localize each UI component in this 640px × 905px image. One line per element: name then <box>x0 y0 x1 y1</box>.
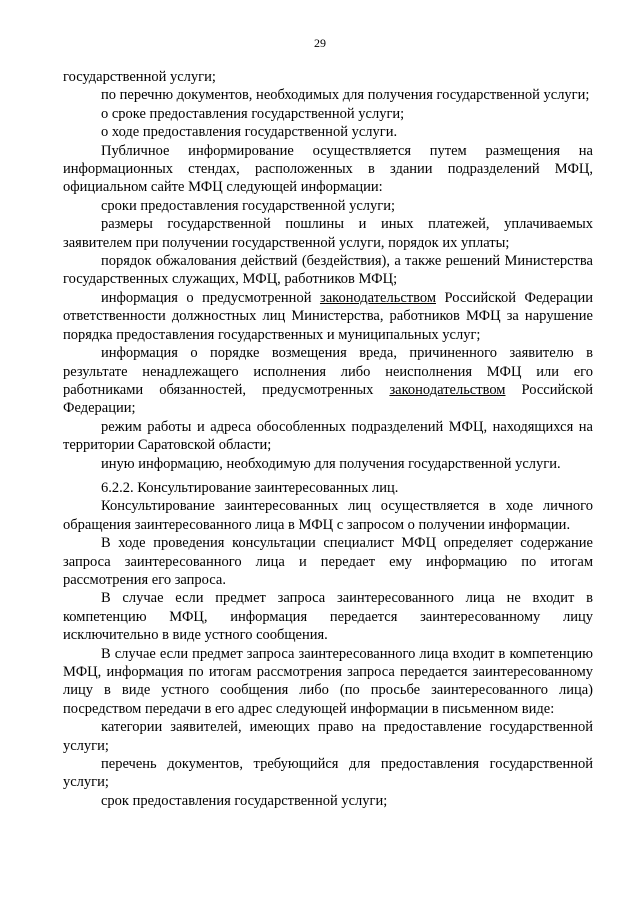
paragraph: В случае если предмет запроса заинтересованного лица не входит в компетенцию МФЦ, информация передается заинтересованному лицу исключительно в виде устного сообщения. <box>63 590 593 644</box>
paragraph: срок предоставления государственной услуги; <box>101 792 388 809</box>
paragraph <box>63 344 593 418</box>
legislation-link[interactable]: законодательством <box>389 381 506 398</box>
paragraph-text: Российской Федерации ответственности должностных лиц Министерства, работников МФЦ за нарушение порядка предоставления государственных и муниципальных услуг; <box>63 289 593 343</box>
paragraph: о сроке предоставления государственной услуги; <box>101 105 405 122</box>
paragraph: по перечню документов, необходимых для получения государственной услуги; <box>101 87 590 104</box>
paragraph-text: Российской Федерации; <box>63 381 593 417</box>
paragraph: перечень документов, требующийся для предоставления государственной услуги; <box>63 756 593 791</box>
paragraph: иную информацию, необходимую для получения государственной услуги. <box>101 455 561 472</box>
paragraph: размеры государственной пошлины и иных платежей, уплачиваемых заявителем при получении государственной услуги, порядок их уплаты; <box>63 216 593 251</box>
paragraph: сроки предоставления государственной услуги; <box>101 197 396 214</box>
paragraph: о ходе предоставления государственной услуги. <box>101 124 398 141</box>
document-body <box>63 68 593 810</box>
paragraph: категории заявителей, имеющих право на предоставление государственной услуги; <box>63 719 593 754</box>
paragraph-text: информация о предусмотренной <box>101 289 320 306</box>
paragraph: государственной услуги; <box>63 69 216 85</box>
paragraph: порядок обжалования действий (бездействия), а также решений Министерства государственных служащих, МФЦ, работников МФЦ; <box>63 253 593 288</box>
page-number: 29 <box>314 36 326 50</box>
paragraph: Публичное информирование осуществляется путем размещения на информационных стендах, расположенных в здании подразделений МФЦ, официальном сайте МФЦ следующей информации: <box>63 142 593 196</box>
paragraph: В случае если предмет запроса заинтересованного лица входит в компетенцию МФЦ, информация по итогам рассмотрения запроса передается заинтересованному лицу в виде устного сообщения либо (по просьбе заинтересованного лица) посредством передачи в его адрес следующей информации в письменном виде: <box>63 645 593 717</box>
legislation-link[interactable]: законодательством <box>319 289 437 306</box>
paragraph-text: информация о порядке возмещения вреда, причиненного заявителю в результате ненадлежащего исполнения либо неисполнения МФЦ или его работниками обязанностей, предусмотренных <box>63 345 593 398</box>
paragraph: В ходе проведения консультации специалист МФЦ определяет содержание запроса заинтересованного лица и передает ему информацию по итогам рассмотрения его запроса. <box>63 535 593 588</box>
paragraph: 6.2.2. Консультирование заинтересованных лиц. <box>101 479 399 496</box>
paragraph: режим работы и адреса обособленных подразделений МФЦ, находящихся на территории Саратовской области; <box>63 418 593 454</box>
paragraph <box>63 289 593 344</box>
paragraph: Консультирование заинтересованных лиц осуществляется в ходе личного обращения заинтересованного лица в МФЦ с запросом о получении информации. <box>63 498 593 533</box>
